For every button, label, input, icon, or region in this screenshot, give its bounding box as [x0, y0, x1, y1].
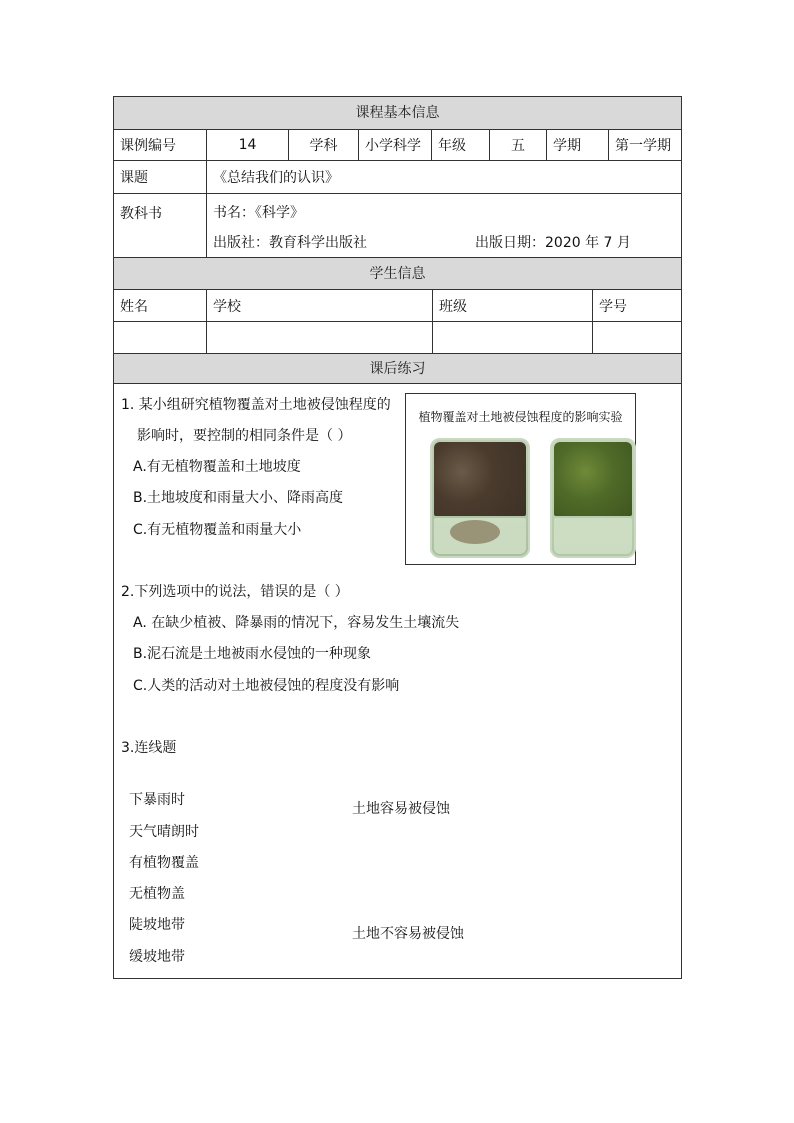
- match-left-item[interactable]: 天气晴朗时: [129, 824, 199, 840]
- case-label: 课例编号: [114, 130, 207, 160]
- school-label: 学校: [207, 290, 433, 321]
- class-field[interactable]: [433, 322, 593, 353]
- figure-caption: 植物覆盖对土地被侵蚀程度的影响实验: [418, 410, 623, 424]
- q2-option-b[interactable]: B.泥石流是土地被雨水侵蚀的一种现象: [133, 646, 372, 662]
- grade-value: 五: [490, 130, 547, 160]
- publish-date: 出版日期：2020 年 7 月: [475, 235, 631, 251]
- match-left-item[interactable]: 陡坡地带: [129, 917, 185, 933]
- q1-stem-line1: 1. 某小组研究植物覆盖对土地被侵蚀程度的: [121, 397, 391, 413]
- book-name: 书名：《科学》: [213, 205, 304, 221]
- subject-value: 小学科学: [359, 130, 432, 160]
- match-left-item[interactable]: 缓坡地带: [129, 949, 185, 965]
- q2-option-a[interactable]: A. 在缺少植被、降暴雨的情况下，容易发生土壤流失: [133, 615, 460, 631]
- term-value: 第一学期: [615, 138, 671, 154]
- section-header-basic-info: [114, 97, 681, 130]
- course-worksheet: [113, 96, 682, 979]
- info-row-case: [114, 130, 681, 161]
- section-header-student-info: [114, 258, 681, 290]
- q2-stem: 2.下列选项中的说法，错误的是（ ）: [121, 584, 349, 600]
- section-header-exercises: [114, 354, 681, 384]
- case-value: 14: [207, 130, 289, 160]
- match-left-item[interactable]: 下暴雨时: [129, 792, 185, 808]
- subject-label: 学科: [289, 130, 359, 160]
- name-label: 姓名: [114, 290, 207, 321]
- student-id-label: 学号: [599, 298, 627, 315]
- q1-option-a[interactable]: A.有无植物覆盖和土地坡度: [133, 459, 301, 475]
- match-left-item[interactable]: 有植物覆盖: [129, 855, 199, 871]
- q1-stem-line2: 影响时，要控制的相同条件是（ ）: [137, 428, 352, 444]
- term-label: 学期: [547, 130, 609, 160]
- topic-label: 课题: [114, 161, 207, 193]
- q1-option-b[interactable]: B.土地坡度和雨量大小、降雨高度: [133, 490, 344, 506]
- q2-option-c[interactable]: C.人类的活动对土地被侵蚀的程度没有影响: [133, 678, 400, 694]
- section-title: 课程基本信息: [355, 105, 440, 121]
- bare-soil-jar-image: [430, 438, 530, 558]
- textbook-label: 教科书: [114, 194, 207, 257]
- student-input-row: [114, 322, 681, 354]
- match-left-item[interactable]: 无植物盖: [129, 886, 185, 902]
- student-id-field[interactable]: [593, 322, 681, 353]
- class-label: 班级: [433, 290, 593, 321]
- name-field[interactable]: [114, 322, 207, 353]
- q1-option-c[interactable]: C.有无植物覆盖和雨量大小: [133, 522, 302, 538]
- topic-value: 《总结我们的认识》: [213, 170, 339, 186]
- plant-covered-jar-image: [550, 438, 636, 558]
- school-field[interactable]: [207, 322, 433, 353]
- publisher: 出版社：教育科学出版社: [213, 235, 367, 251]
- section-title: 课后练习: [369, 361, 426, 377]
- grade-label: 年级: [432, 130, 490, 160]
- info-row-textbook: [114, 194, 681, 258]
- q3-stem: 3.连线题: [121, 740, 177, 756]
- textbook-details: [207, 194, 681, 257]
- info-row-topic: [114, 161, 681, 194]
- match-right-item[interactable]: 土地容易被侵蚀: [352, 801, 450, 817]
- section-title: 学生信息: [369, 266, 426, 282]
- student-labels-row: [114, 290, 681, 322]
- match-right-item[interactable]: 土地不容易被侵蚀: [352, 926, 464, 942]
- experiment-figure: [405, 393, 636, 565]
